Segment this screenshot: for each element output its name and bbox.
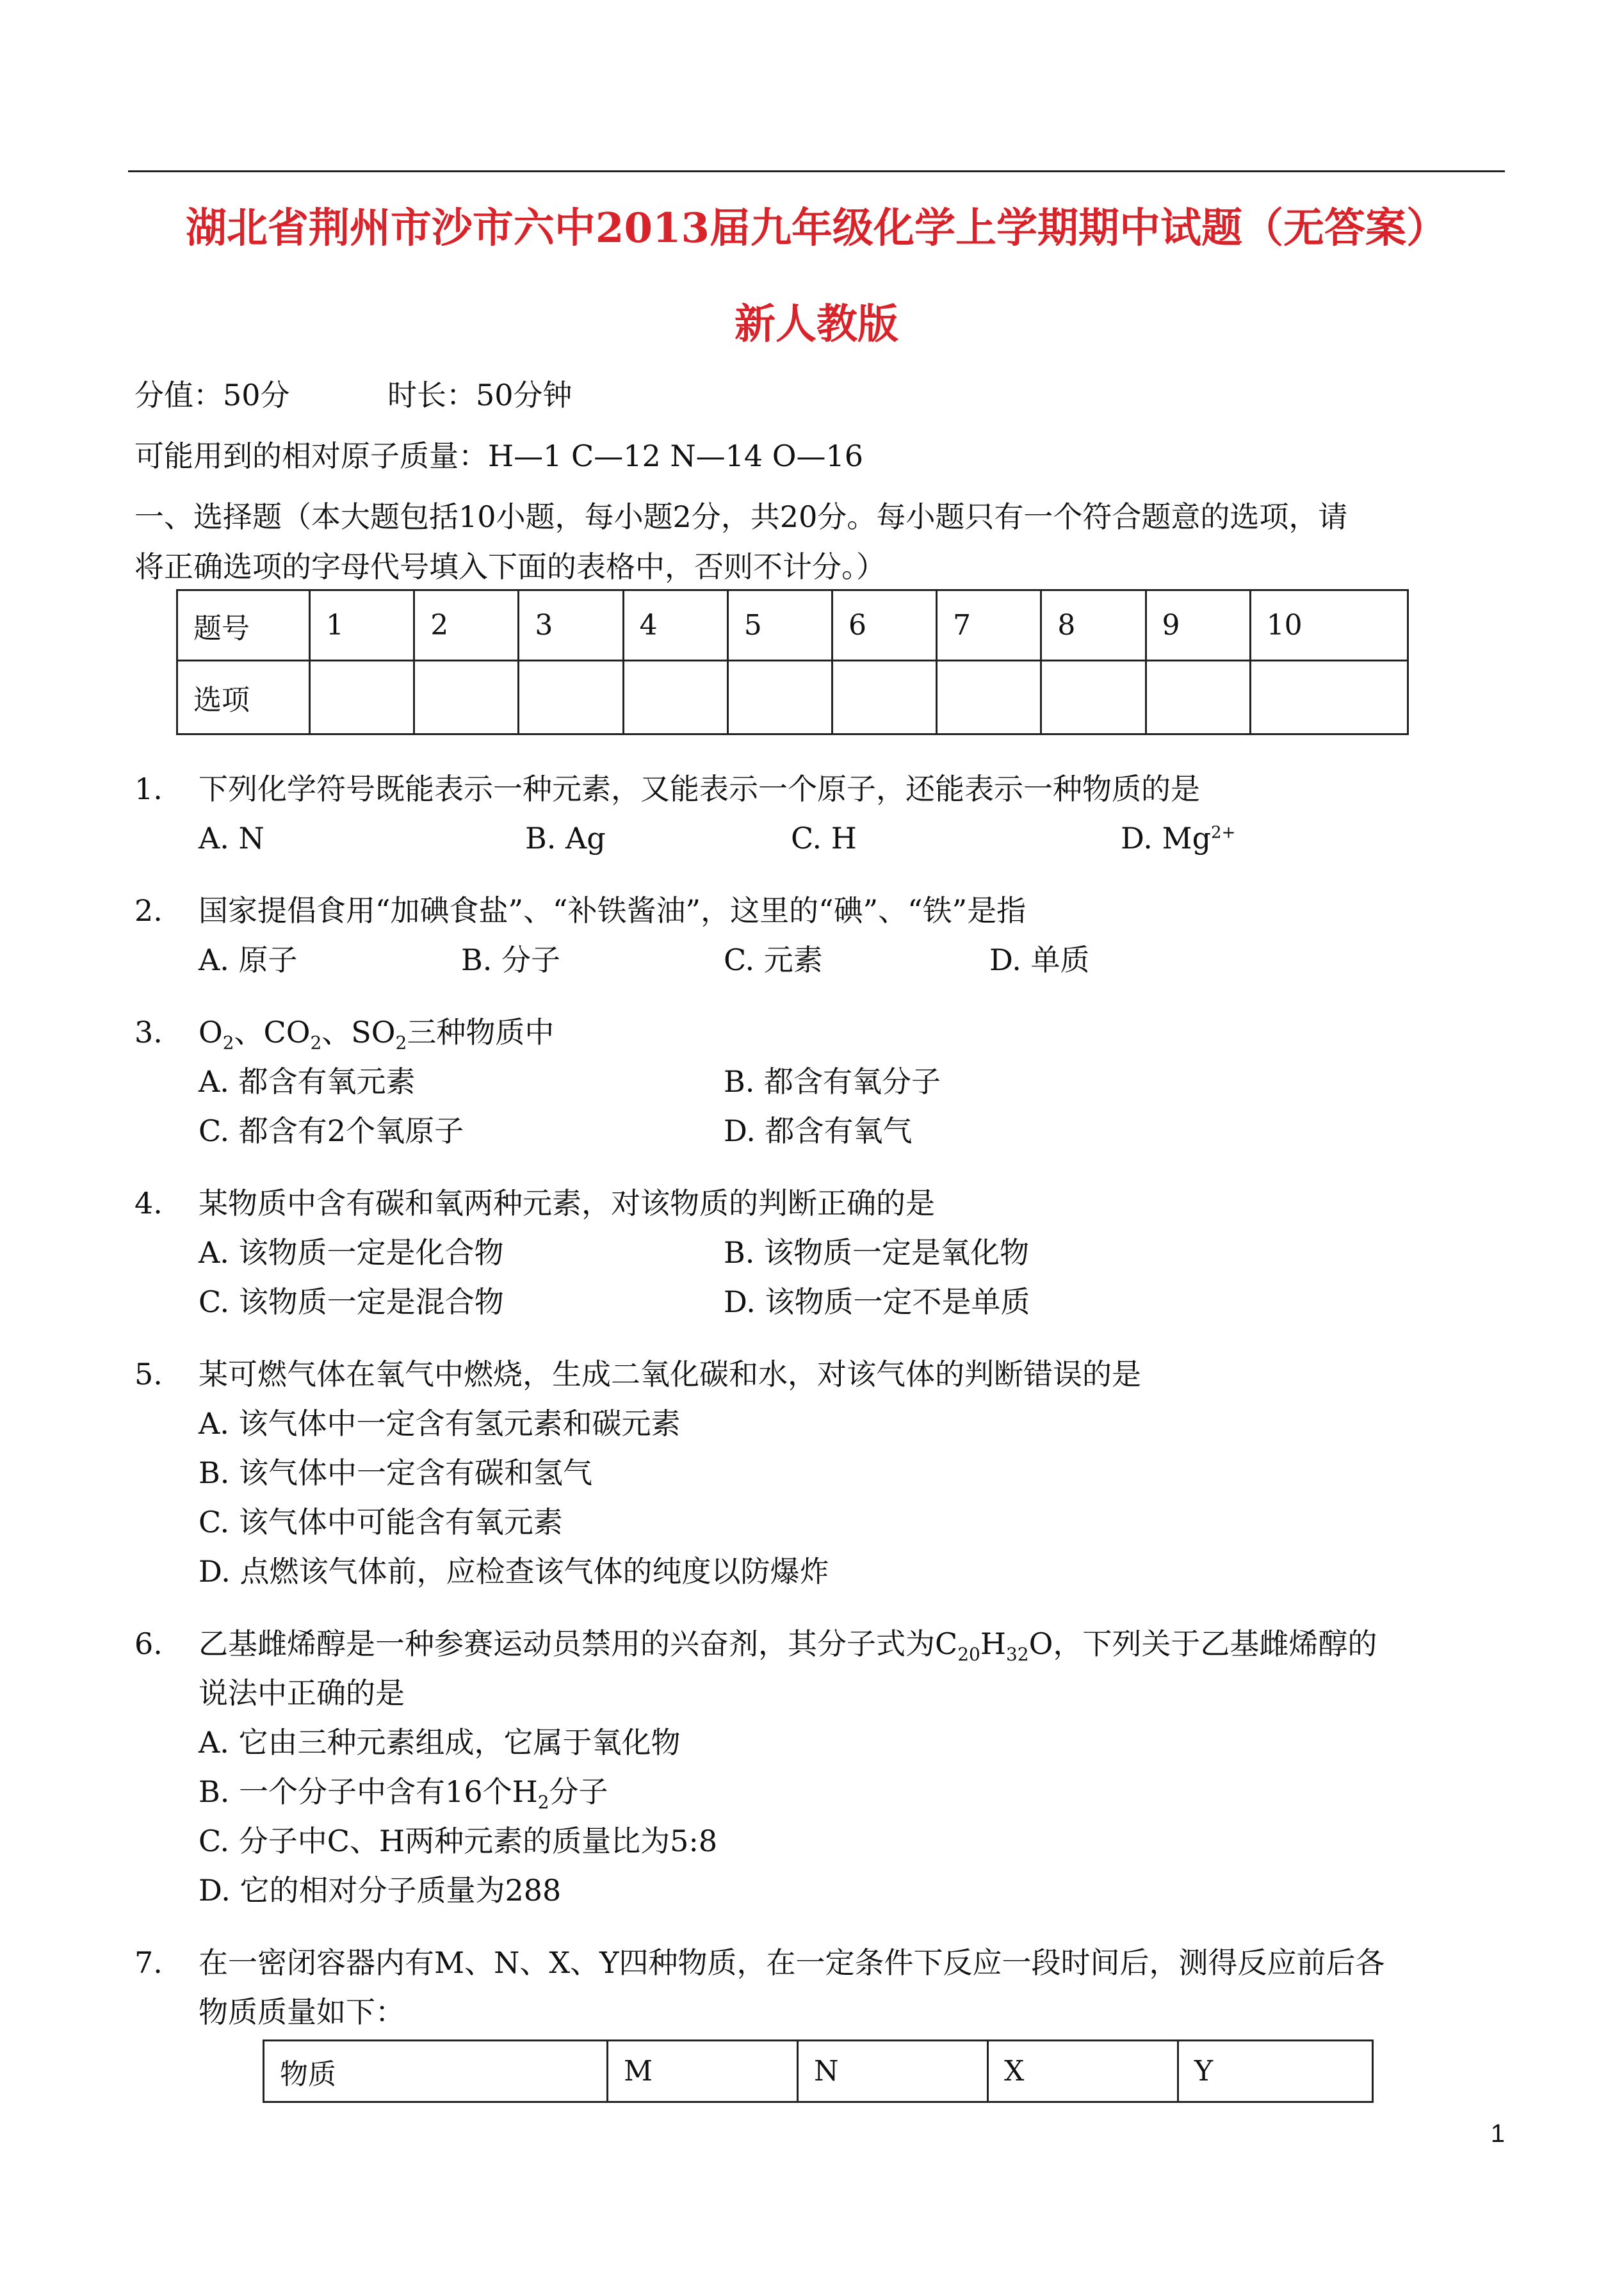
header-rule bbox=[128, 170, 1505, 172]
question-number: 5. bbox=[134, 1357, 163, 1391]
option-a: A. 都含有氧元素 bbox=[199, 1064, 416, 1099]
table-cell: Y bbox=[1178, 2041, 1373, 2102]
table-cell: 2 bbox=[414, 590, 519, 661]
question-stem-cont: 物质质量如下： bbox=[199, 1995, 405, 2029]
question-stem: $O_2$、$CO_2$、$SO_2$三种物质中 bbox=[199, 1015, 555, 1054]
table-cell: 物质 bbox=[264, 2041, 608, 2102]
table-cell: 6 bbox=[832, 590, 936, 661]
duration-info: 时长：50分钟 bbox=[387, 378, 572, 412]
answer-table-header-row bbox=[177, 590, 1408, 661]
table-cell: 1 bbox=[310, 590, 414, 661]
answer-cell[interactable] bbox=[310, 661, 414, 734]
table-cell: 8 bbox=[1041, 590, 1146, 661]
question-stem: 某物质中含有碳和氧两种元素，对该物质的判断正确的是 bbox=[199, 1186, 935, 1220]
option-b: B. 该物质一定是氧化物 bbox=[724, 1235, 1030, 1270]
answer-cell[interactable] bbox=[623, 661, 727, 734]
option-c: C. 元素 bbox=[724, 943, 823, 977]
option-b: B. 一个分子中含有16个$H_2$分子 bbox=[199, 1774, 608, 1813]
question-number: 6. bbox=[134, 1626, 163, 1661]
answer-table-answer-row bbox=[177, 661, 1408, 734]
option-b: B. 分子 bbox=[461, 943, 561, 977]
table-cell: 9 bbox=[1146, 590, 1250, 661]
question-number: 2. bbox=[134, 893, 163, 928]
option-c: C. 该气体中可能含有氧元素 bbox=[199, 1505, 563, 1539]
answer-cell[interactable] bbox=[414, 661, 519, 734]
option-a: A. 该气体中一定含有氢元素和碳元素 bbox=[199, 1406, 681, 1441]
table-cell: 5 bbox=[727, 590, 832, 661]
option-d: D. 都含有氧气 bbox=[724, 1114, 913, 1148]
question-stem: 下列化学符号既能表示一种元素，又能表示一个原子，还能表示一种物质的是 bbox=[199, 772, 1200, 806]
option-d: D. 该物质一定不是单质 bbox=[724, 1285, 1030, 1319]
section-heading-cont: 将正确选项的字母代号填入下面的表格中，否则不计分。） bbox=[134, 549, 886, 584]
table-cell: 10 bbox=[1250, 590, 1408, 661]
option-c: C. H bbox=[791, 821, 857, 856]
answer-cell[interactable] bbox=[727, 661, 832, 734]
page-subtitle: 新人教版 bbox=[735, 300, 898, 348]
question-stem-cont: 说法中正确的是 bbox=[199, 1676, 405, 1710]
option-c: C. 都含有2个氧原子 bbox=[199, 1114, 464, 1148]
question-number: 7. bbox=[134, 1945, 163, 1980]
option-a: A. N bbox=[199, 821, 264, 856]
option-d: D. 它的相对分子质量为288 bbox=[199, 1873, 562, 1908]
option-b: B. Ag bbox=[525, 821, 606, 856]
mass-table bbox=[263, 2040, 1374, 2103]
question-stem: 某可燃气体在氧气中燃烧，生成二氧化碳和水，对该气体的判断错误的是 bbox=[199, 1357, 1141, 1391]
answer-cell[interactable] bbox=[519, 661, 623, 734]
section-heading: 一、选择题（本大题包括10小题，每小题2分，共20分。每小题只有一个符合题意的选项，请 bbox=[134, 499, 1348, 534]
option-a: A. 原子 bbox=[199, 943, 298, 977]
option-c: C. 该物质一定是混合物 bbox=[199, 1285, 504, 1319]
mass-table-header-row bbox=[264, 2041, 1373, 2102]
question-number: 1. bbox=[134, 772, 163, 806]
table-cell: 选项 bbox=[177, 661, 310, 734]
table-cell: N bbox=[798, 2041, 988, 2102]
page-title: 湖北省荆州市沙市六中2013届九年级化学上学期期中试题（无答案） bbox=[185, 204, 1448, 252]
question-stem: 在一密闭容器内有M、N、X、Y四种物质，在一定条件下反应一段时间后，测得反应前后各 bbox=[199, 1945, 1385, 1980]
table-cell: X bbox=[988, 2041, 1178, 2102]
answer-cell[interactable] bbox=[1041, 661, 1146, 734]
atomic-masses: 可能用到的相对原子质量：H—1 C—12 N—14 O—16 bbox=[134, 439, 864, 473]
answer-cell[interactable] bbox=[832, 661, 936, 734]
option-c: C. 分子中C、H两种元素的质量比为5:8 bbox=[199, 1824, 718, 1858]
question-number: 3. bbox=[134, 1015, 163, 1050]
table-cell: 4 bbox=[623, 590, 727, 661]
option-b: B. 都含有氧分子 bbox=[724, 1064, 941, 1099]
answer-cell[interactable] bbox=[937, 661, 1041, 734]
option-a: A. 它由三种元素组成，它属于氧化物 bbox=[199, 1725, 681, 1760]
table-cell: 7 bbox=[937, 590, 1041, 661]
option-d: D. $Mg^{2+}$ bbox=[1121, 821, 1236, 856]
option-d: D. 单质 bbox=[989, 943, 1090, 977]
question-stem: 乙基雌烯醇是一种参赛运动员禁用的兴奋剂，其分子式为$C_{20}H_{32}O$，下列关于乙基雌烯醇的 bbox=[199, 1626, 1377, 1666]
answer-table bbox=[176, 589, 1409, 735]
answer-cell[interactable] bbox=[1250, 661, 1408, 734]
option-b: B. 该气体中一定含有碳和氢气 bbox=[199, 1456, 593, 1490]
table-cell: M bbox=[608, 2041, 798, 2102]
table-cell: 3 bbox=[519, 590, 623, 661]
question-number: 4. bbox=[134, 1186, 163, 1220]
answer-cell[interactable] bbox=[1146, 661, 1250, 734]
option-d: D. 点燃该气体前，应检查该气体的纯度以防爆炸 bbox=[199, 1554, 829, 1589]
score-info: 分值：50分 bbox=[134, 378, 290, 412]
option-a: A. 该物质一定是化合物 bbox=[199, 1235, 504, 1270]
table-cell: 题号 bbox=[177, 590, 310, 661]
question-stem: 国家提倡食用“加碘食盐”、“补铁酱油”，这里的“碘”、“铁”是指 bbox=[199, 893, 1027, 928]
page-number: 1 bbox=[1490, 2120, 1505, 2148]
